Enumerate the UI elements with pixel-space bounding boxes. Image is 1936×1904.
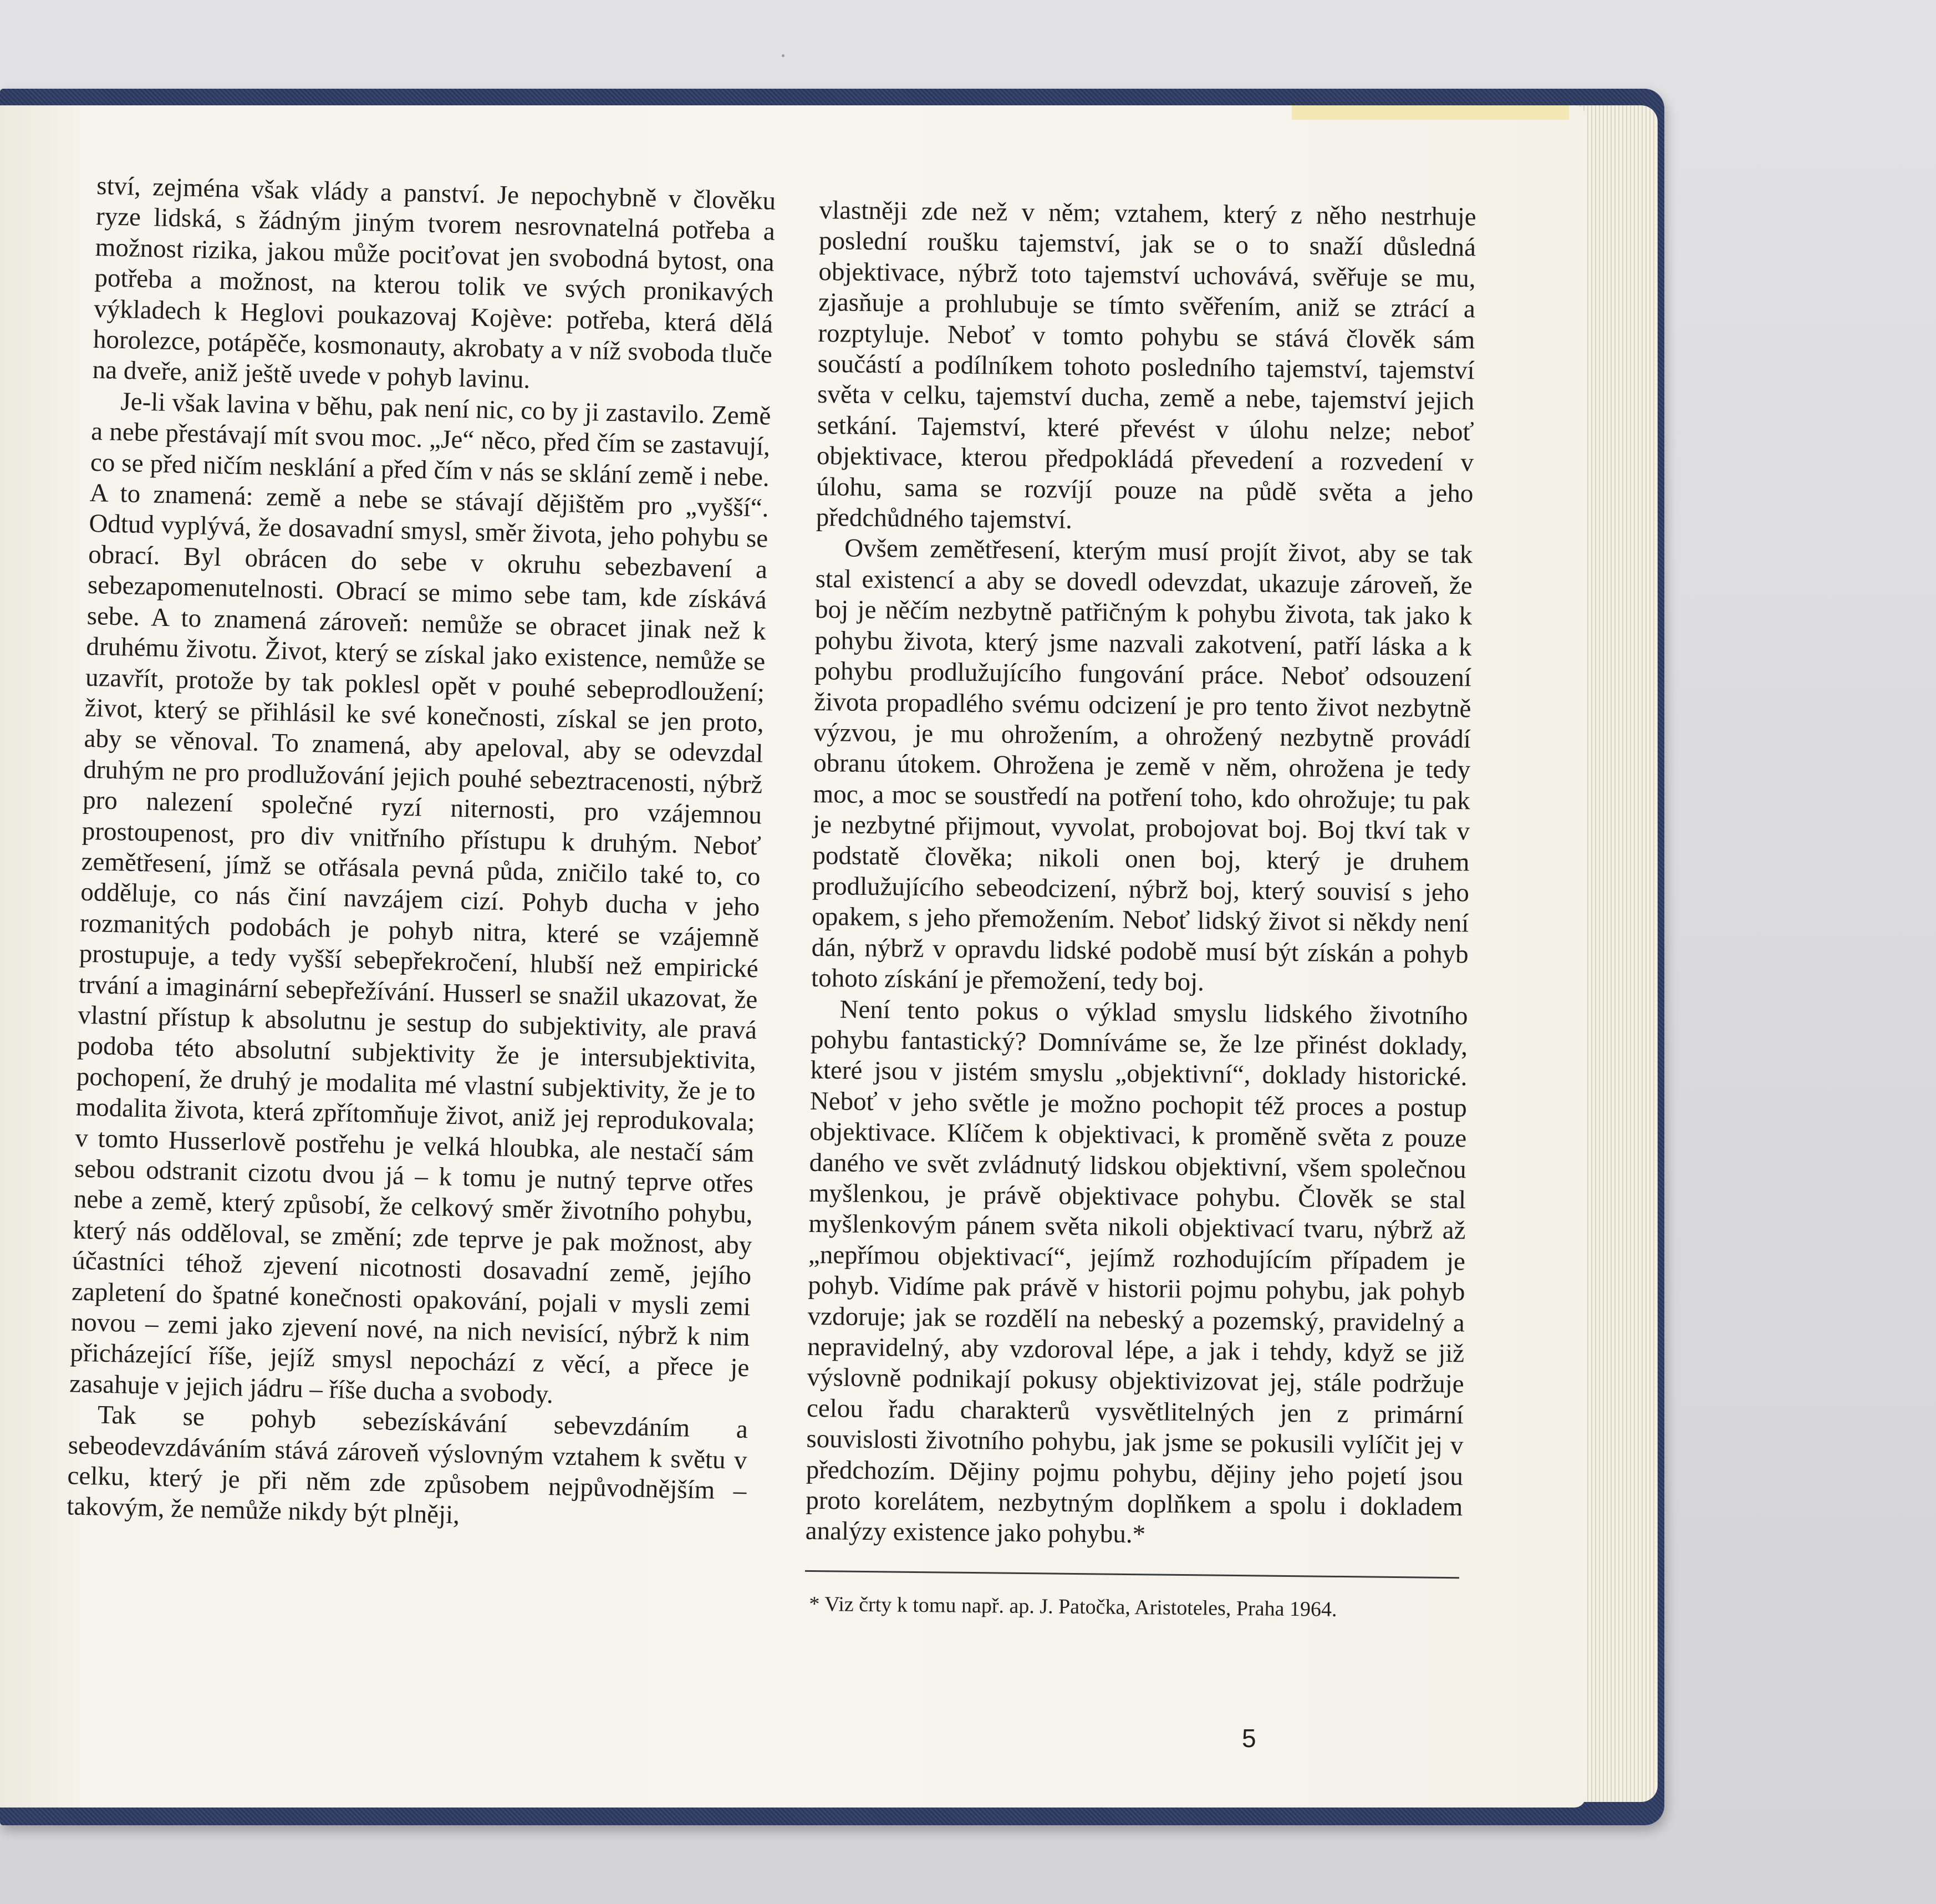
paragraph: Ovšem zemětřesení, kterým musí projít život, aby se tak stal existencí a aby se dovedl odevzdat, ukazuje zároveň, že boj je něčím nezbytně patřičným k pohybu života, tak jako k pohybu života, který jsme nazvali zakotvení, patří láska a k pohybu prodlužujícího fungování práce. Neboť odsouzení života propadlého svému odcizení je pro tento život nezbytně výzvou, je mu ohrožením, a ohrožený nezbytně provádí obranu útokem. Ohrožena je země v něm, ohrožena je tedy moc, a moc se soustředí na potření toho, kdo ohrožuje; tu pak je nezbytné přijmout, vyvolat, probojovat boj. Boj tkví tak v podstatě člověka; nikoli onen boj, který je druhem prodlužujícího sebeodcizení, nýbrž boj, který souvisí s jeho opakem, s jeho přemožením. Neboť lidský život si někdy není dán, nýbrž v opravdu lidské podobě musí být získán a pohyb tohoto získání je přemožení, tedy boj. [811,533,1473,997]
right-text-column [804,195,1476,1624]
paragraph: ství, zejména však vlády a panství. Je nepochybně v člověku ryze lidská, s žádným jiným tvorem nesrovnatelná potřeba a možnost rizika, jakou může pociťovat jen svobodná bytost, ona potřeba a možnost, na kterou tolik ve svých pronikavých výkladech k Heglovi poukazovaj Kojève: potřeba, která dělá horolezce, potápěče, kosmonauty, akrobaty a v níž svoboda tluče na dveře, aniž ještě uvede v pohyb lavinu. [92,171,776,395]
ribbon-bookmark [1292,105,1569,120]
footnote-divider [805,1570,1459,1579]
left-text-column [67,171,776,1538]
footnote: * Viz črty k tomu např. ap. J. Patočka, Aristoteles, Praha 1964. [809,1592,1337,1621]
dust-speck [782,54,784,57]
paragraph: Tak se pohyb sebezískávání sebevzdáním a sebeodevzdáváním stává zároveň výslovným vztahem k světu v celku, který je při něm zde způsobem nejpůvodnějším – takovým, že nemůže nikdy být plněji, [66,1400,748,1530]
page-number: 5 [1242,1724,1256,1753]
paragraph: vlastněji zde než v něm; vztahem, který z něho nestrhuje poslední roušku tajemství, jak se o to snaží důsledná objektivace, nýbrž toto tajemství uchovává, svěřuje se mu, zjasňuje a prohlubuje se tímto svěřením, aniž se ztrácí a rozptyluje. Neboť v tomto pohybu se stává člověk sám součástí a podílníkem tohoto posledního tajemství, tajemství světa v celku, tajemství ducha, země a nebe, tajemství jejich setkání. Tajemství, které převést v úlohu nelze; neboť objektivace, kterou předpokládá převedení a rozvedení v úlohu, sama se rozvíjí pouze na půdě světa a jeho předchůdného tajemství. [816,195,1476,534]
paragraph: Není tento pokus o výklad smyslu lidského životního pohybu fantastický? Domníváme se, že lze přinést doklady, které jsou v jistém smyslu „objektivní“, doklady historické. Neboť v jeho světle je možno pochopit též proces a postup objektivace. Klíčem k objektivaci, k proměně světa z pouze daného ve svět zvládnutý lidskou objektivní, všem společnou myšlenkou, je právě objektivace pohybu. Člověk se stal myšlenkovým pánem světa nikoli objektivací tvaru, nýbrž až „nepřímou objektivací“, jejímž rozhodujícím případem je pohyb. Vidíme pak právě v historii pojmu pohybu, jak pohyb vzdoruje; jak se rozdělí na nebeský a pozemský, pravidelný a nepravidelný, aby vzdoroval lépe, a jak i tehdy, když se již výslovně podnikají pokusy objektivizovat jej, stále podržuje celou řadu charakterů vysvětlitelných jen z primární souvislosti životního pohybu, jak jsme se pokusili vylíčit jej v předchozím. Dějiny pojmu pohybu, dějiny jeho pojetí jsou proto korelátem, nezbytným doplňkem a spolu i dokladem analýzy existence jako pohybu.* [805,995,1468,1549]
paragraph: Je-li však lavina v běhu, pak není nic, co by ji zastavilo. Země a nebe přestávají mít svou moc. „Je“ něco, před čím se zastavují, co se před ničím nesklání a před čím v nás se sklání země i nebe. A to znamená: země a nebe se stávají dějištěm pro „vyšší“. Odtud vyplývá, že dosavadní smysl, směr života, jeho pohybu se obrací. Byl obrácen do sebe v okruhu sebezbavení a sebezapomenutelnosti. Obrací se mimo sebe tam, kde získává sebe. A to znamená zároveň: nemůže se obracet jinak než k druhému životu. Život, který se získal jako existence, nemůže se uzavřít, protože by tak poklesl opět v pouhé sebeprodloužení; život, který se přihlásil ke své konečnosti, získal se jen proto, aby se věnoval. To znamená, aby apeloval, aby se odevzdal druhým ne pro prodlužování jejich pouhé sebeztracenosti, nýbrž pro nalezení společné ryzí niternosti, pro vzájemnou prostoupenost, pro div vnitřního přístupu k druhým. Neboť zemětřesení, jímž se otřásala pevná půda, zničilo také to, co odděluje, co nás činí navzájem cizí. Pohyb ducha v jeho rozmanitých podobách je pohyb nitra, které se vzájemně prostupuje, a tedy vyšší sebepřekročení, hlubší než empirické trvání a imaginární sebepřežívání. Husserl se snažil ukazovat, že vlastní přístup k absolutnu je sestup do subjektivity, ale pravá podoba této absolutní subjektivity že je intersubjektivita, pochopení, že druhý je modalita mé vlastní subjektivity, že je to modalita života, která zpřítomňuje život, aniž jej reprodukovala; v tomto Husserlově postřehu je velká hloubka, ale nestačí sám sebou odstranit cizotu dvou já – k tomu je nutný teprve otřes nebe a země, který způsobí, že celkový směr životního pohybu, který nás odděloval, se změní; zde teprve je pak možnost, aby účastníci téhož zjevení nicotnosti dosavadní země, jejího zapletení do špatné konečnosti opakování, pojali v mysli zemi novou – zemi jako zjevení nové, na nich nevisící, nýbrž k nim přicházející říše, jejíž smysl nepochází z věcí, a přece je zasahuje v jejich jádru – říše ducha a svobody. [69,386,771,1409]
